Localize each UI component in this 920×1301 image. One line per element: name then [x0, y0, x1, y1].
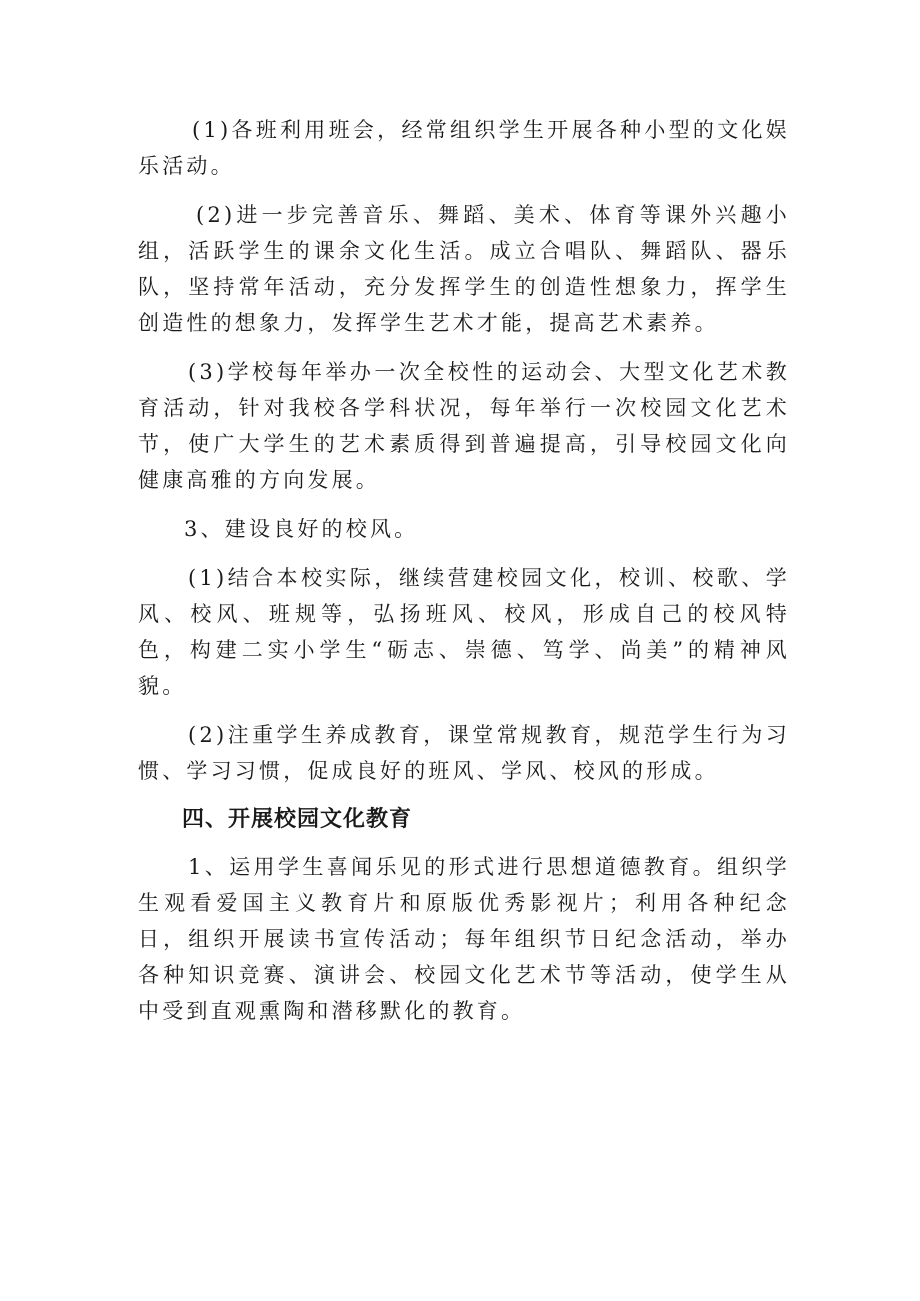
paragraph-school-spirit-title: 3、建设良好的校风。: [184, 517, 419, 541]
paragraph-moral-education: 1、运用学生喜闻乐见的形式进行思想道德教育。组织学生观看爱国主义教育片和原版优秀影视片；利用各种纪念日，组织开展读书宣传活动；每年组织节日纪念活动，举办各种知识竞赛、演讲会、校园文化艺术节等活动，使学生从中受到直观熏陶和潜移默化的教育。: [138, 855, 790, 1023]
section-heading: 四、开展校园文化教育: [182, 807, 413, 832]
paragraph-school-culture: (1)结合本校实际，继续营建校园文化，校训、校歌、学风、校风、班规等，弘扬班风、校风，形成自己的校风特色，构建二实小学生“砺志、崇德、笃学、尚美”的精神风貌。: [138, 566, 790, 698]
paragraph-class-activities: (1)各班利用班会，经常组织学生开展各种小型的文化娱乐活动。: [138, 118, 790, 178]
document-page: [138, 112, 790, 1042]
paragraph-sports-meet: (3)学校每年举办一次全校性的运动会、大型文化艺术教育活动，针对我校各学科状况，每年举行一次校园文化艺术节，使广大学生的艺术素质得到普遍提高，引导校园文化向健康高雅的方向发展。: [138, 360, 790, 492]
paragraph-interest-groups: (2)进一步完善音乐、舞蹈、美术、体育等课外兴趣小组，活跃学生的课余文化生活。成立合唱队、舞蹈队、器乐队，坚持常年活动，充分发挥学生的创造性想象力，挥学生创造性的想象力，发挥学生艺术才能，提高艺术素养。: [138, 203, 790, 335]
paragraph-habits: (2)注重学生养成教育，课堂常规教育，规范学生行为习惯、学习习惯，促成良好的班风、学风、校风的形成。: [138, 723, 790, 783]
